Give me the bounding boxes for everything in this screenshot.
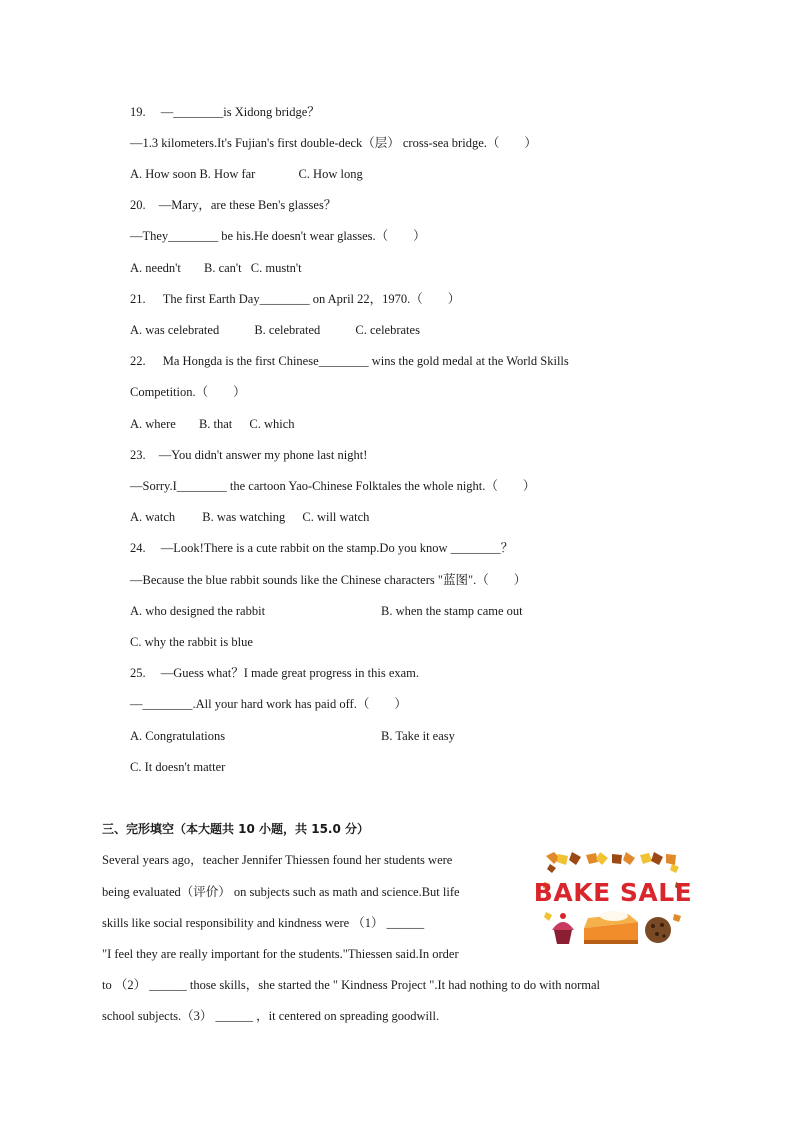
question-24-option-a: A. who designed the rabbit (130, 604, 266, 618)
question-number: 20. (130, 198, 146, 212)
option-b: B. that (198, 417, 233, 431)
question-25-option-c: C. It doesn't matter (130, 760, 226, 774)
question-20-line2: —They________ be his.He doesn't wear glasses.（ ） (130, 229, 426, 243)
question-number: 25. (130, 666, 146, 680)
option-a: A. needn't (130, 261, 181, 275)
question-20-stem (130, 197, 336, 213)
option-b: B. can't (203, 261, 242, 275)
question-22-line2: Competition.（ ） (130, 385, 246, 399)
question-text: —You didn't answer my phone last night! (158, 448, 368, 462)
cupcake-icon (552, 913, 574, 944)
bake-sale-image (533, 852, 693, 948)
question-24-option-c: C. why the rabbit is blue (130, 635, 253, 649)
bake-sale-title: BAKE SALE (533, 878, 693, 907)
question-text: —Look!There is a cute rabbit on the stamp.Do you know ________？ (160, 541, 514, 555)
question-text: —________is Xidong bridge？ (160, 105, 320, 119)
option-c: C. celebrates (355, 323, 420, 337)
question-22-options (130, 416, 295, 432)
question-24-option-b: B. when the stamp came out (381, 604, 523, 618)
option-a: A. where (130, 417, 176, 431)
passage-line-4: "I feel they are really important for the students."Thiessen said.In order (102, 947, 459, 961)
option-a: A. watch (130, 510, 176, 524)
question-number: 23. (130, 448, 146, 462)
option-a: A. How soon (130, 167, 197, 181)
question-24-line2: —Because the blue rabbit sounds like the Chinese characters "蓝图".（ ） (130, 573, 527, 587)
question-19-line2: —1.3 kilometers.It's Fujian's first double-deck（层） cross-sea bridge.（ ） (130, 136, 537, 150)
passage-line-1: Several years ago，teacher Jennifer Thiessen found her students were (102, 853, 453, 867)
passage-line-2: being evaluated（评价） on subjects such as math and science.But life (102, 885, 460, 899)
option-c: C. which (249, 417, 295, 431)
option-b: B. celebrated (254, 323, 321, 337)
question-25-line2: —________.All your hard work has paid off.（ ） (130, 697, 407, 711)
option-b: B. How far (199, 167, 256, 181)
question-24-stem (130, 540, 513, 556)
question-25-option-b: B. Take it easy (381, 729, 455, 743)
question-text: The first Earth Day________ on April 22，1970.（ ） (162, 292, 461, 306)
question-23-stem (130, 447, 367, 463)
bake-sale-illustration (533, 852, 693, 948)
passage-line-3: skills like social responsibility and kindness were （1） ______ (102, 916, 425, 930)
question-number: 22. (130, 354, 146, 368)
question-19-options (130, 166, 363, 182)
question-number: 24. (130, 541, 146, 555)
option-c: C. How long (298, 167, 363, 181)
question-text: —Guess what？I made great progress in this exam. (160, 666, 420, 680)
option-a: A. was celebrated (130, 323, 220, 337)
question-23-options (130, 509, 369, 525)
option-c: C. mustn't (250, 261, 302, 275)
question-25-option-a: A. Congratulations (130, 729, 226, 743)
passage-line-5: to （2） ______ those skills，she started the " Kindness Project ".It had nothing to do with normal (102, 978, 601, 992)
pie-icon (584, 911, 638, 944)
question-21-stem (130, 291, 460, 307)
question-number: 19. (130, 105, 146, 119)
question-23-line2: —Sorry.I________ the cartoon Yao-Chinese Folktales the whole night.（ ） (130, 479, 536, 493)
question-25-stem (130, 665, 419, 681)
option-c: C. will watch (302, 510, 370, 524)
question-text: Ma Hongda is the first Chinese________ wins the gold medal at the World Skills (162, 354, 569, 368)
section-title: 三、完形填空（本大题共 10 小题，共 15.0 分） (102, 822, 370, 836)
question-19-stem (130, 104, 320, 120)
passage-line-6: school subjects.（3） ______ ，it centered on spreading goodwill. (102, 1009, 440, 1023)
option-b: B. was watching (202, 510, 286, 524)
question-22-stem (130, 353, 569, 369)
question-number: 21. (130, 292, 146, 306)
cookie-icon (645, 917, 671, 943)
question-text: —Mary，are these Ben's glasses？ (158, 198, 337, 212)
question-21-options (130, 322, 420, 338)
question-20-options (130, 260, 302, 276)
